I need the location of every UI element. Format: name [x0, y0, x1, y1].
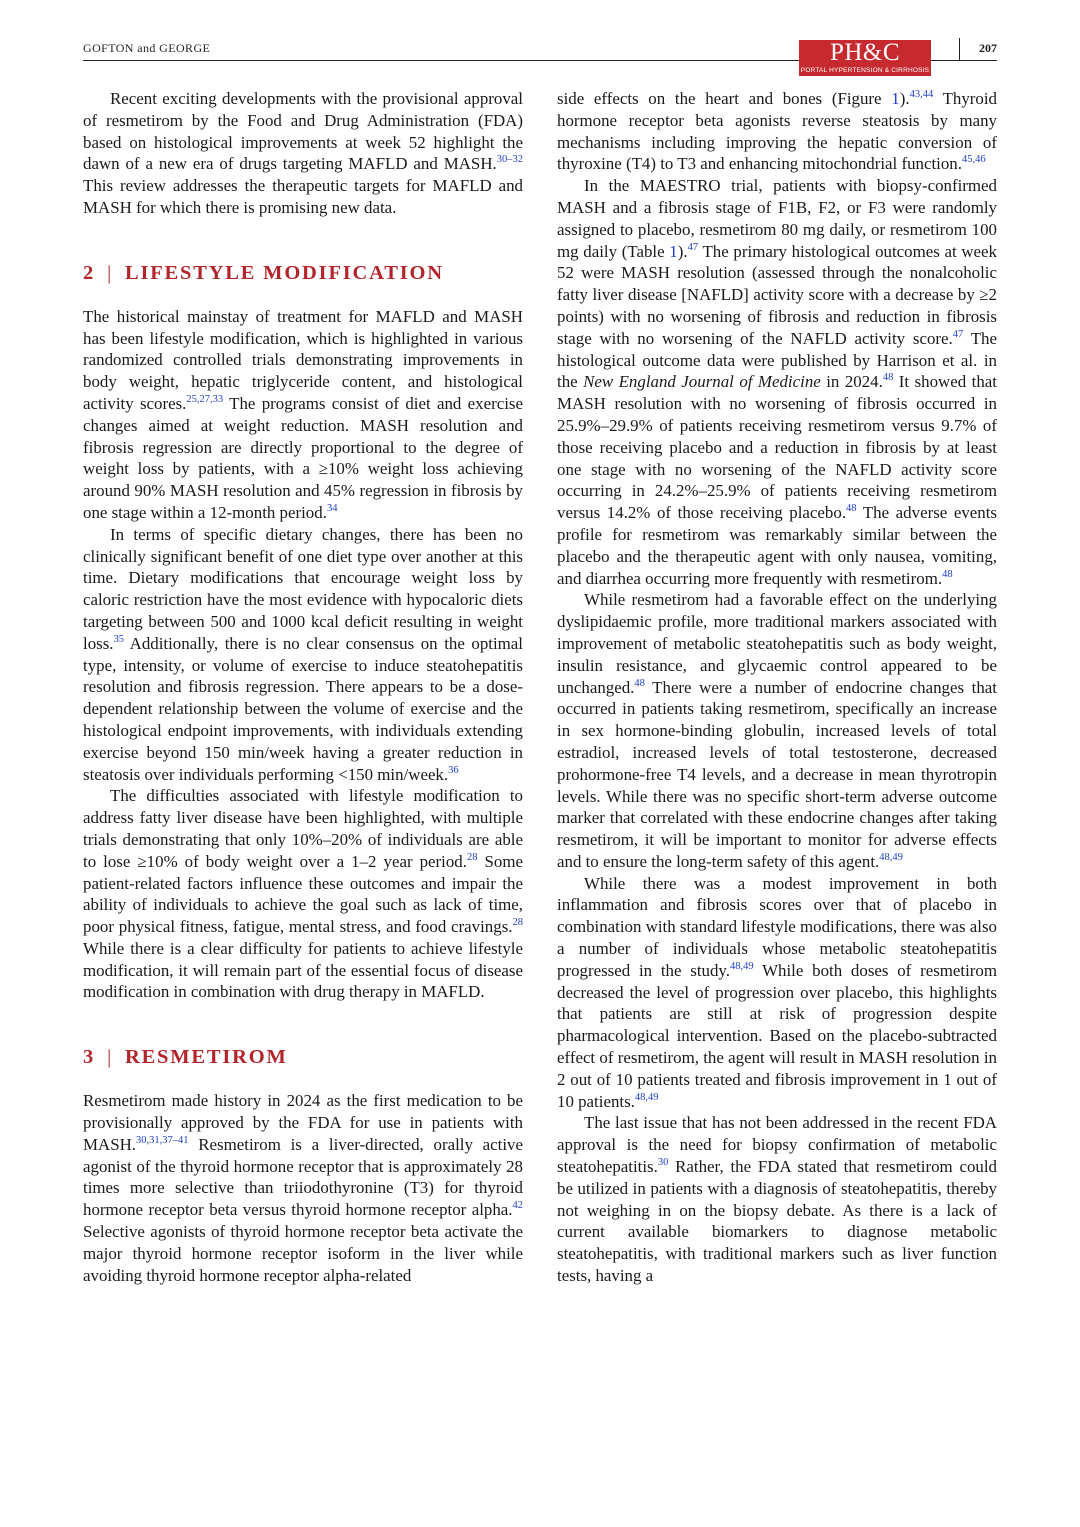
logo-main-text: PH&C [829, 39, 901, 66]
section-title: RESMETIROM [124, 1046, 288, 1069]
figure-link[interactable]: 1 [891, 89, 900, 108]
section-number: 3 [83, 1046, 96, 1069]
paragraph-biopsy: The last issue that has not been addressed in the recent FDA approval is the need for biopsy confirmation of metabolic steatohepatitis.$^{30}$ Rather, the FDA stated that resmetirom could be utilized in patients with a diagnosis of steatohepatitis, thereby not weighing in on the biopsy debate. As there is a lack of current available biomarkers to diagnose metabolic steatohepatitis, with traditional markers such as liver function tests, having a [557, 1113, 997, 1286]
citation[interactable]: 47 [687, 241, 699, 253]
section-title: LIFESTYLE MODIFICATION [124, 261, 444, 284]
citation[interactable]: 48,49 [730, 960, 754, 972]
paragraph-intro: Recent exciting developments with the provisional approval of resmetirom by the Food and Drug Administration (FDA) based on histological improvements at week 52 highlight the dawn of a new era of drugs targeting MAFLD and MASH.$^{30-32}$ This review addresses the therapeutic targets for MAFLD and MASH for which there is promising new data. [83, 89, 523, 217]
paragraph-progression: While there was a modest improvement in both inflammation and fibrosis scores over that of placebo in combination with standard lifestyle modifications, there was also a number of individuals whose metabolic steatohepatitis progressed in the study.$^{48,49}$ While both doses of resmetirom decreased the level of progression over placebo, this highlights that patients are still at risk of progression despite pharmacological intervention. Based on the placebo-subtracted effect of resmetirom, the agent will result in MASH resolution in 2 out of 10 patients treated and fibrosis improvement in 1 out of 10 patients.$^{48,49}$ [557, 873, 998, 1111]
paragraph-lifestyle-3: The difficulties associated with lifestyle modification to address fatty liver disease have been highlighted, with multiple trials demonstrating that only 10%–20% of individuals are able to lose ≥10% of body weight over a 1–2 year period.$^{28}$ Some patient-related factors influence these outcomes and impair the ability of individuals to achieve the goal such as lack of time, poor physical fitness, fatigue, mental stress, and food cravings.$^{28}$ While there is a clear difficulty for patients to achieve lifestyle modification, it will remain part of the essential focus of disease modification in combination with drug therapy in MAFLD. [83, 786, 523, 1002]
journal-title: New England Journal of Medicine [583, 372, 821, 392]
citation[interactable]: 35 [113, 633, 125, 645]
table-link[interactable]: 1 [669, 241, 678, 261]
citation[interactable]: 48 [942, 568, 953, 580]
citation[interactable]: 28 [466, 851, 478, 863]
paragraph-endocrine: While resmetirom had a favorable effect on the underlying dyslipidaemic profile, more traditional markers associated with improvement of metabolic steatohepatitis such as body weight, insulin resistance, and glycaemic control appeared to be unchanged.$^{48}$ There were a number of endocrine changes that occurred in patients taking resmetirom, specifically an increase in sex hormone-binding globulin, increased levels of total estradiol, increased levels of total testosterone, decreased prohormone-free T4 levels, and a decrease in mean thyrotropin levels. While there was no specific short-term adverse outcome marker that correlated with these endocrine changes after taking resmetirom, it will be important to monitor for adverse effects and to ensure the long-term safety of this agent.$^{48,49}$ [557, 590, 997, 871]
citation[interactable]: 30 [657, 1157, 669, 1169]
citation[interactable]: 34 [326, 502, 338, 514]
left-column [83, 88, 523, 1286]
logo-sub-text: PORTAL HYPERTENSION & CIRRHOSIS [800, 67, 930, 74]
citation[interactable]: 36 [448, 764, 459, 776]
citation[interactable]: 48,49 [879, 851, 903, 863]
section-heading-resmetirom: 3 | RESMETIROM [83, 1046, 288, 1069]
citation[interactable]: 48 [634, 677, 645, 689]
section-number: 2 [83, 261, 96, 284]
citation[interactable]: 42 [512, 1200, 523, 1212]
journal-logo [799, 40, 931, 76]
citation[interactable]: 47 [952, 328, 964, 340]
right-column [557, 88, 997, 1287]
citation[interactable]: 25,27,33 [186, 393, 224, 405]
paragraph-continued: side effects on the heart and bones (Figure 1).$^{43,44}$ Thyroid hormone receptor beta agonists reverse steatosis by many mechanisms including improving the hepatic conversion of thyroxine (T4) to T3 and enhancing mitochondrial function.$^{45,46}$ [557, 89, 997, 174]
paragraph-resmetirom-1: Resmetirom made history in 2024 as the first medication to be provisionally approved by the FDA for use in patients with MASH.$^{30,31,37-41}$ Resmetirom is a liver-directed, orally active agonist of the thyroid hormone receptor that is approximately 28 times more selective than triiodothyronine (T3) for thyroid hormone receptor beta versus thyroid hormone receptor alpha.$^{42}$ Selective agonists of thyroid hormone receptor beta activate the major thyroid hormone receptor isoform in the liver while avoiding thyroid hormone receptor alpha-related [83, 1091, 523, 1285]
citation[interactable]: 45,46 [961, 154, 986, 166]
header-separator [959, 38, 960, 60]
citation[interactable]: 48 [846, 503, 857, 515]
citation[interactable]: 30,31,37–41 [136, 1134, 189, 1146]
citation[interactable]: 30–32 [496, 154, 523, 166]
citation[interactable]: 48,49 [634, 1091, 659, 1103]
section-heading-lifestyle: 2 | LIFESTYLE MODIFICATION [83, 261, 444, 284]
running-head: GOFTON and GEORGE [83, 41, 211, 55]
citation[interactable]: 48 [882, 372, 894, 384]
paragraph-maestro: In the MAESTRO trial, patients with biopsy-confirmed MASH and a fibrosis stage of F1B, F2, or F3 were randomly assigned to placebo, resmetirom 80 mg daily, or resmetirom 100 mg daily (Table 1).$^{47}$ The primary histological outcomes at week 52 were MASH resolution (assessed through the nonalcoholic fatty liver disease [NAFLD] activity score with a decrease by ≥2 points) with no worsening of fibrosis and reduction in fibrosis stage with no worsening of the NAFLD activity score.$^{47}$ The histological outcome data were published by Harrison et al. in the New England Journal of Medicine in 2024.48 It showed that MASH resolution with no worsening of fibrosis occurred in 25.9%–29.9% of patients receiving resmetirom versus 9.7% of those receiving placebo and a reduction in fibrosis by at least one stage with no worsening of the NAFLD activity score occurring in 24.2%–25.9% of patients receiving resmetirom versus 14.2% of those receiving placebo.$^{48}$ The adverse events profile for resmetirom was remarkably similar between the placebo and the therapeutic agent with only nausea, vomiting, and diarrhea occurring more frequently with resmetirom.$^{48}$ [557, 176, 998, 588]
paragraph-lifestyle-1: The historical mainstay of treatment for MAFLD and MASH has been lifestyle modification, which is highlighted in various randomized controlled trials demonstrating improvements in body weight, hepatic triglyceride content, and histological activity scores.$^{25,27,33}$ The programs consist of diet and exercise changes aimed at weight reduction. MASH resolution and fibrosis regression are directly proportional to the degree of weight loss by patients, with a ≥10% weight loss achieving around 90% MASH resolution and 45% regression in fibrosis by one stage within a 12-month period.$^{34}$ [83, 306, 523, 522]
citation[interactable]: 43,44 [909, 89, 934, 100]
page-header [83, 38, 997, 74]
paragraph-lifestyle-2: In terms of specific dietary changes, there has been no clinically significant benefit of one diet type over another at this time. Dietary modifications that encourage weight loss by caloric restriction have the most evidence with hypocaloric diets targeting between 500 and 1000 kcal deficit resulting in weight loss.$^{35}$ Additionally, there is no clear consensus on the optimal type, intensity, or volume of exercise to induce steatohepatitis resolution and fibrosis regression. There appears to be a dose-dependent relationship between the volume of exercise and the histological endpoint improvements, with individuals extending exercise beyond 150 min/week having a greater reduction in steatosis over individuals performing <150 min/week.$^{36}$ [83, 524, 523, 784]
citation[interactable]: 28 [512, 917, 523, 929]
page-number: 207 [979, 41, 997, 55]
